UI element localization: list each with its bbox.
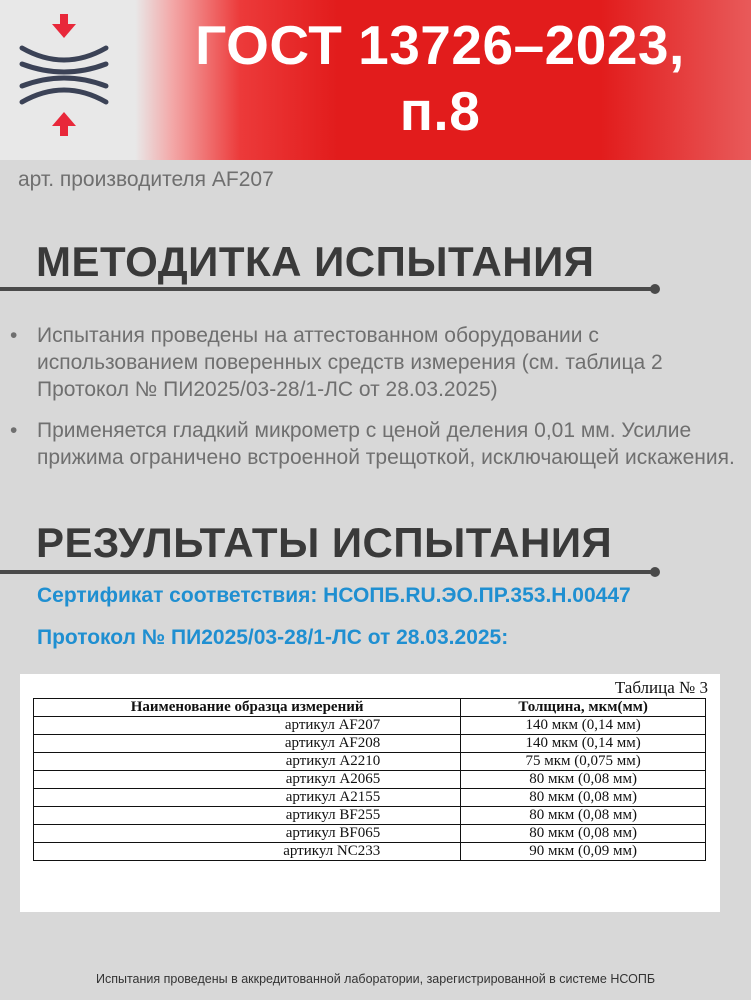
table-row <box>34 843 706 861</box>
bullet-text: Испытания проведены на аттестованном оборудовании с использованием поверенных средств измерения (см. таблица 2 Протокол № ПИ2025/03-28/1-ЛС от 28.03.2025) <box>37 324 663 401</box>
title-line-1: ГОСТ 13726–2023, <box>195 14 685 76</box>
method-heading-dot <box>650 284 660 294</box>
table-row <box>34 753 706 771</box>
footer-note: Испытания проведены в аккредитованной лаборатории, зарегистрированной в системе НСОПБ <box>95 972 656 986</box>
cell-thickness: 80 мкм (0,08 мм) <box>461 825 706 843</box>
table-row <box>34 807 706 825</box>
table-row <box>34 789 706 807</box>
protocol-link[interactable]: Протокол № ПИ2025/03-28/1-ЛС от 28.03.2025: <box>37 626 509 649</box>
cell-sample: артикул A2210 <box>34 753 461 771</box>
cell-sample: артикул AF207 <box>34 717 461 735</box>
method-heading-underline <box>0 287 652 291</box>
cell-sample: артикул A2065 <box>34 771 461 789</box>
certificate-link[interactable]: Сертификат соответствия: НСОПБ.RU.ЭО.ПР.353.Н.00447 <box>37 584 631 607</box>
cell-thickness: 80 мкм (0,08 мм) <box>461 807 706 825</box>
table-row <box>34 771 706 789</box>
cell-sample: артикул NC233 <box>34 843 461 861</box>
bullet-dot: • <box>10 324 18 347</box>
results-table-scan <box>20 674 720 912</box>
table-row <box>34 717 706 735</box>
cell-thickness: 80 мкм (0,08 мм) <box>461 771 706 789</box>
col-header-sample: Наименование образца измерений <box>34 699 461 717</box>
results-heading: РЕЗУЛЬТАТЫ ИСПЫТАНИЯ <box>36 519 613 566</box>
compression-arrows-icon <box>14 8 114 142</box>
article-number: арт. производителя AF207 <box>18 168 274 191</box>
results-table <box>33 698 706 861</box>
title-line-2: п.8 <box>399 80 481 142</box>
page-title <box>140 12 740 144</box>
cell-thickness: 90 мкм (0,09 мм) <box>461 843 706 861</box>
results-heading-underline <box>0 570 652 574</box>
col-header-thickness: Толщина, мкм(мм) <box>461 699 706 717</box>
cell-thickness: 140 мкм (0,14 мм) <box>461 735 706 753</box>
table-caption: Таблица № 3 <box>614 678 708 697</box>
table-row <box>34 735 706 753</box>
table-header-row <box>34 699 706 717</box>
cell-thickness: 140 мкм (0,14 мм) <box>461 717 706 735</box>
cell-thickness: 80 мкм (0,08 мм) <box>461 789 706 807</box>
cell-sample: артикул BF065 <box>34 825 461 843</box>
cell-sample: артикул BF255 <box>34 807 461 825</box>
table-row <box>34 825 706 843</box>
cell-sample: артикул A2155 <box>34 789 461 807</box>
bullet-dot: • <box>10 419 18 442</box>
method-heading: МЕТОДИТКА ИСПЫТАНИЯ <box>36 238 595 285</box>
bullet-item-2 <box>10 417 735 499</box>
results-heading-dot <box>650 567 660 577</box>
bullet-text: Применяется гладкий микрометр с ценой деления 0,01 мм. Усилие прижима ограничено встроенной трещоткой, исключающей искажения. <box>37 419 735 469</box>
bullet-item-1 <box>10 322 730 404</box>
cell-sample: артикул AF208 <box>34 735 461 753</box>
cell-thickness: 75 мкм (0,075 мм) <box>461 753 706 771</box>
